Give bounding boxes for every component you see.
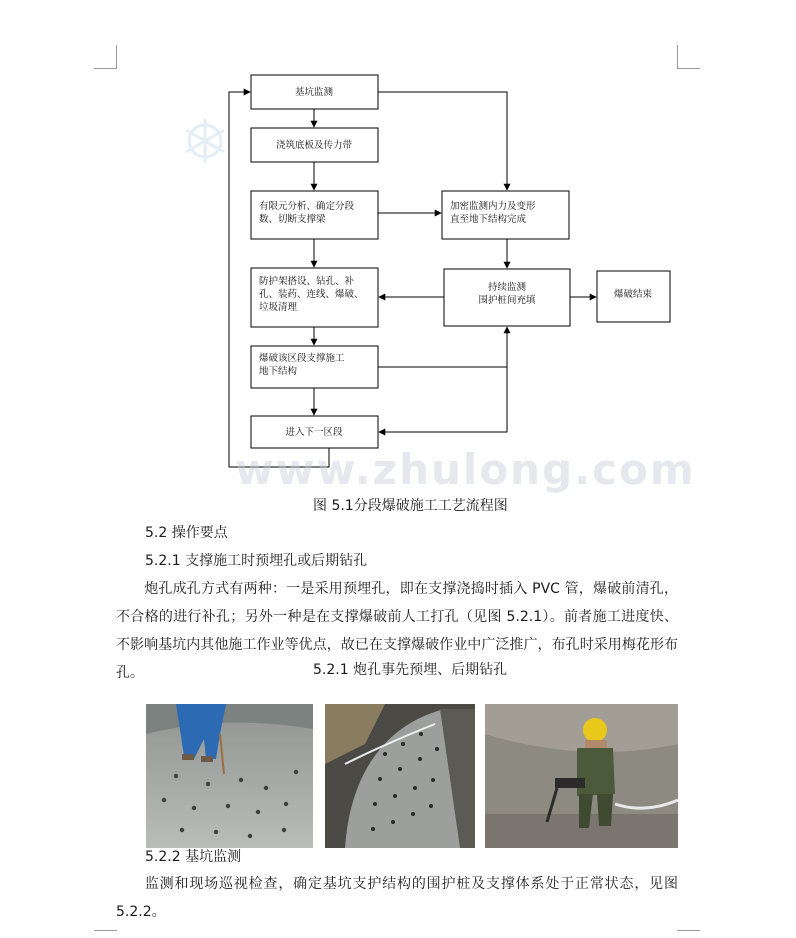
- flow-node-pour: [251, 128, 378, 162]
- snowflake-watermark-icon: [186, 119, 224, 163]
- flow-node-blast-line: 地下结构: [259, 366, 298, 377]
- flow-node-continuous: [444, 269, 570, 326]
- paragraph-2-text: 监测和现场巡视检查，确定基坑支护结构的围护桩及支撑体系处于正常状态，见图 5.2.2。: [116, 876, 678, 920]
- section-heading-5-2: 5.2 操作要点: [145, 525, 228, 541]
- flow-node-protect-line: 防护架搭设、钻孔、补: [259, 276, 355, 287]
- photo-preembedded-holes: [146, 704, 313, 848]
- flow-node-blast-line: 爆破该区段支撑施工: [259, 353, 345, 364]
- photo-manual-drilling: [485, 704, 678, 848]
- flow-node-protect-line: 垃圾清理: [259, 302, 298, 313]
- photo-beam-holes: [325, 704, 475, 848]
- photo-caption: 5.2.1 炮孔事先预埋、后期钻孔: [313, 662, 508, 678]
- flow-node-protect: [251, 268, 378, 327]
- paragraph-monitoring: [116, 870, 678, 926]
- flow-node-continuous-line: 围护桩间充填: [478, 295, 536, 306]
- flow-node-analysis-line: 数、切断支撑梁: [259, 214, 326, 225]
- flow-node-dense-line: 直至地下结构完成: [450, 214, 527, 225]
- flow-node-protect-line: 孔、装药、连线、爆破、: [259, 289, 364, 300]
- svg-text:浇筑底板及传力带: [276, 139, 353, 151]
- flow-node-monitor: [251, 75, 378, 109]
- flow-node-continuous-line: 持续监测: [487, 282, 527, 293]
- section-heading-5-2-1: 5.2.1 支撑施工时预埋孔或后期钻孔: [145, 553, 368, 569]
- crop-mark-bottom-left-h: [94, 930, 117, 931]
- flow-node-end: [597, 271, 670, 322]
- section-heading-5-2-2: 5.2.2 基坑监测: [145, 849, 242, 865]
- watermark-text: www.zhulong.com: [235, 445, 696, 494]
- flow-node-dense-line: 加密监测内力及变形: [450, 201, 536, 212]
- flow-node-blast: [251, 346, 378, 388]
- flow-node-analysis: [251, 191, 378, 239]
- paragraph-1-text: 炮孔成孔方式有两种：一是采用预埋孔，即在支撑浇捣时插入 PVC 管，爆破前清孔，不合格的进行补孔；另外一种是在支撑爆破前人工打孔（见图 5.2.1）。前者施工进度快、不影响基坑内其他施工作业等优点，故已在支撑爆破作业中广泛推广，布孔时采用梅花形布孔。: [116, 581, 678, 681]
- figure-caption: 图 5.1分段爆破施工工艺流程图: [313, 498, 508, 514]
- flow-node-next: [251, 416, 378, 448]
- flow-node-pour-line: 浇筑底板及传力带: [275, 140, 353, 151]
- svg-text:爆破结束: [614, 288, 653, 300]
- flow-node-dense: [442, 191, 569, 239]
- svg-text:基坑监测: [295, 86, 334, 98]
- flow-node-analysis-line: 有限元分析、确定分段: [259, 201, 355, 212]
- flow-node-next-line: 进入下一区段: [285, 427, 343, 438]
- crop-mark-bottom-right-h: [677, 930, 700, 931]
- svg-text:进入下一区段: [285, 426, 343, 438]
- flow-node-end-line: 爆破结束: [613, 289, 653, 300]
- flow-node-monitor-line: 基坑监测: [294, 87, 334, 98]
